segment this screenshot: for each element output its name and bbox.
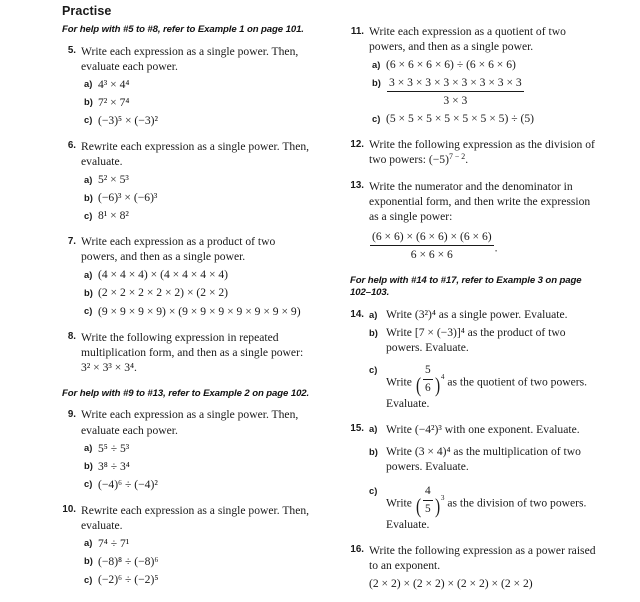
question-parts — [369, 57, 602, 126]
question-number: 6. — [67, 140, 76, 152]
question-number: 8. — [67, 331, 76, 343]
question-5 — [62, 44, 314, 128]
part-text — [386, 444, 602, 474]
part-label: b) — [84, 191, 93, 203]
question-16 — [350, 543, 602, 591]
question-part — [81, 77, 314, 92]
question-number: 15. — [350, 423, 364, 435]
question-part — [81, 554, 314, 569]
part-label: c) — [84, 305, 93, 317]
fraction-denominator: 3 × 3 — [443, 94, 468, 108]
left-paren: ( — [415, 493, 421, 518]
question-14 — [350, 307, 602, 411]
part-label: c) — [84, 478, 93, 490]
part-label: c) — [372, 112, 381, 124]
question-part — [81, 267, 314, 282]
part-label: c) — [84, 114, 93, 126]
part-label: b) — [84, 96, 93, 108]
fraction — [423, 484, 433, 517]
part-after: as the quotient of two powers. Evaluate. — [386, 375, 588, 410]
part-text: 5⁵ ÷ 5³ — [98, 441, 130, 455]
part-text: (−4)⁶ ÷ (−4)² — [98, 477, 158, 491]
part-math: (3 × 4)⁴ — [414, 445, 451, 458]
part-label: c) — [84, 573, 93, 585]
parenthesized-fraction-power — [415, 363, 445, 396]
part-before: Write — [386, 326, 415, 340]
stem-trailing: . — [465, 153, 469, 167]
part-text: (5 × 5 × 5 × 5 × 5 × 5 × 5) ÷ (5) — [386, 112, 534, 126]
question-number: 12. — [350, 138, 364, 150]
question-body — [369, 307, 602, 411]
part-text — [386, 358, 602, 411]
question-body — [369, 422, 602, 532]
question-body — [81, 330, 314, 375]
part-text: (9 × 9 × 9 × 9) × (9 × 9 × 9 × 9 × 9 × 9 × 9) — [98, 304, 301, 318]
question-stem: Rewrite each expression as a single power. Then, evaluate. — [81, 503, 310, 532]
help-note-5-8: For help with #5 to #8, refer to Example 1 on page 101. — [62, 24, 304, 35]
part-text: (−8)⁸ ÷ (−8)⁶ — [98, 554, 159, 568]
question-part — [369, 444, 602, 474]
help-note-14-17: For help with #14 to #17, refer to Example 3 on page 102–103. — [350, 274, 582, 299]
part-label: a) — [84, 442, 93, 454]
question-8 — [62, 330, 314, 375]
question-part — [81, 172, 314, 187]
part-label: b) — [372, 76, 381, 88]
part-label: a) — [372, 58, 381, 70]
two-column-layout — [0, 24, 640, 602]
question-6 — [62, 139, 314, 223]
part-text: 7² × 7⁴ — [98, 95, 130, 109]
part-before: Write — [386, 308, 415, 322]
question-stem: Write the following expression as a power raised to an exponent. — [369, 543, 596, 572]
part-text — [386, 307, 602, 322]
part-label: a) — [84, 173, 93, 185]
question-11 — [350, 24, 602, 126]
question-stem: Rewrite each expression as a single power. Then, evaluate. — [81, 139, 310, 169]
question-body — [81, 139, 314, 223]
expression-exponent: 7 − 2 — [448, 152, 466, 162]
part-before: Write — [386, 375, 415, 389]
question-part — [81, 208, 314, 223]
fraction — [387, 75, 524, 108]
part-label: b) — [369, 326, 378, 338]
question-stem: Write the following expression in repeated multiplication form, and then as a single power: 3² × 3³ × 3⁴. — [81, 330, 304, 374]
question-part — [81, 95, 314, 110]
question-part — [369, 422, 602, 437]
fraction-numerator: 5 — [423, 363, 433, 380]
question-expression: (2 × 2) × (2 × 2) × (2 × 2) × (2 × 2) — [369, 576, 533, 590]
part-label: a) — [369, 308, 378, 320]
part-before: Write — [386, 422, 415, 436]
part-after: as the product of two powers. Evaluate. — [386, 326, 566, 355]
question-number: 9. — [67, 408, 76, 420]
left-paren: ( — [415, 372, 421, 397]
part-text — [386, 75, 602, 108]
question-part — [81, 477, 314, 492]
part-after: as the multiplication of two powers. Evaluate. — [386, 445, 581, 474]
fraction-numerator: 4 — [423, 484, 433, 501]
fraction-numerator: (6 × 6) × (6 × 6) × (6 × 6) — [370, 229, 494, 246]
question-part — [369, 111, 602, 126]
help-note-9-13: For help with #9 to #13, refer to Example 2 on page 102. — [62, 387, 310, 399]
part-label: c) — [369, 485, 378, 497]
part-text: (6 × 6 × 6 × 6) ÷ (6 × 6 × 6) — [386, 58, 516, 72]
question-part — [81, 572, 314, 587]
right-paren: ) — [434, 493, 440, 518]
part-text: 3⁸ ÷ 3⁴ — [98, 459, 130, 473]
question-parts — [81, 536, 314, 587]
part-before: Write — [386, 496, 415, 510]
part-math: (3²)⁴ — [414, 308, 436, 322]
right-column — [350, 24, 602, 602]
power-exponent: 4 — [440, 373, 445, 382]
fraction-denominator: 6 — [424, 382, 431, 395]
question-9 — [62, 407, 314, 491]
question-part — [81, 285, 314, 300]
question-part — [81, 536, 314, 551]
question-15 — [350, 422, 602, 532]
part-text: (−6)³ × (−6)³ — [98, 191, 158, 205]
part-math: [7 × (−3)]⁴ — [414, 326, 465, 340]
question-stem: Write each expression as a product of two powers, and then as a single power. — [81, 235, 276, 264]
question-number: 10. — [62, 504, 76, 516]
question-body — [81, 234, 314, 318]
question-parts — [81, 267, 314, 318]
question-12 — [350, 137, 602, 167]
part-text: 5² × 5³ — [98, 173, 129, 187]
right-paren: ) — [434, 372, 440, 397]
expression — [429, 153, 465, 166]
stem-text: Write the following expression as the division of two powers: — [369, 138, 595, 167]
question-body — [369, 137, 602, 167]
part-label: b) — [84, 460, 93, 472]
question-parts — [81, 172, 314, 223]
part-label: c) — [369, 364, 378, 376]
part-text: (−2)⁶ ÷ (−2)⁵ — [98, 573, 159, 586]
fraction-denominator: 5 — [424, 502, 431, 515]
question-number: 7. — [67, 235, 76, 247]
question-parts — [369, 307, 602, 411]
part-label: b) — [84, 286, 93, 298]
question-stem: Write the numerator and the denominator in exponential form, and then write the expression as a single power: — [369, 179, 591, 223]
question-body — [81, 407, 314, 491]
question-body — [369, 24, 602, 126]
question-parts — [369, 422, 602, 532]
page-title: Practise — [62, 4, 112, 18]
question-stem — [369, 137, 602, 167]
question-part — [81, 113, 314, 128]
part-after: as the division of two powers. Evaluate. — [386, 496, 587, 531]
question-part — [369, 325, 602, 355]
question-part — [369, 57, 602, 72]
part-text: (2 × 2 × 2 × 2 × 2) × (2 × 2) — [98, 286, 229, 300]
power-exponent: 3 — [440, 493, 445, 502]
fraction-numerator: 3 × 3 × 3 × 3 × 3 × 3 × 3 × 3 — [387, 75, 524, 92]
question-number: 13. — [350, 180, 364, 191]
question-part — [369, 75, 602, 108]
fraction — [423, 363, 433, 396]
part-text: 4³ × 4⁴ — [98, 77, 130, 91]
part-text — [386, 479, 602, 532]
question-number: 11. — [350, 25, 364, 37]
question-part — [81, 304, 314, 319]
fraction-denominator: 6 × 6 × 6 — [410, 247, 453, 261]
question-body — [81, 44, 314, 128]
part-before: Write — [386, 445, 415, 458]
part-math: (−4²)³ — [414, 422, 442, 436]
question-body — [369, 179, 602, 262]
part-label: a) — [84, 537, 93, 549]
question-stem: Write each expression as a single power. Then, evaluate each power. — [81, 44, 299, 73]
question-body — [369, 543, 602, 591]
question-7 — [62, 234, 314, 318]
part-after: as a single power. Evaluate. — [435, 308, 568, 322]
fraction — [370, 229, 494, 262]
question-part — [369, 358, 602, 411]
question-stem: Write each expression as a quotient of two powers, and then as a single power. — [369, 25, 566, 54]
part-label: b) — [369, 445, 378, 457]
part-label: b) — [84, 555, 93, 567]
part-after: with one exponent. Evaluate. — [441, 422, 580, 436]
part-label: a) — [84, 268, 93, 280]
trailing-period: . — [494, 241, 498, 255]
part-label: c) — [84, 209, 93, 221]
question-number: 5. — [67, 45, 76, 57]
question-parts — [81, 441, 314, 492]
part-text — [386, 422, 602, 437]
question-part — [369, 479, 602, 532]
question-body — [81, 503, 314, 587]
question-parts — [81, 77, 314, 128]
part-text: (−3)⁵ × (−3)² — [98, 113, 158, 127]
left-column — [62, 24, 314, 602]
question-expression — [369, 229, 602, 262]
question-part — [81, 190, 314, 205]
part-text: 8¹ × 8² — [98, 209, 129, 223]
question-number: 16. — [350, 544, 364, 556]
question-stem: Write each expression as a single power. Then, evaluate each power. — [81, 408, 299, 437]
question-number: 14. — [350, 308, 364, 320]
expression-base: (−5) — [428, 153, 449, 167]
question-part — [81, 441, 314, 456]
question-part — [369, 307, 602, 322]
part-text — [386, 325, 602, 355]
question-10 — [62, 503, 314, 587]
parenthesized-fraction-power — [415, 484, 445, 517]
part-text: 7⁴ ÷ 7¹ — [98, 536, 130, 550]
question-part — [81, 459, 314, 474]
part-label: a) — [84, 78, 93, 90]
question-13 — [350, 179, 602, 262]
part-label: a) — [369, 423, 378, 435]
part-text: (4 × 4 × 4) × (4 × 4 × 4 × 4) — [98, 268, 229, 282]
